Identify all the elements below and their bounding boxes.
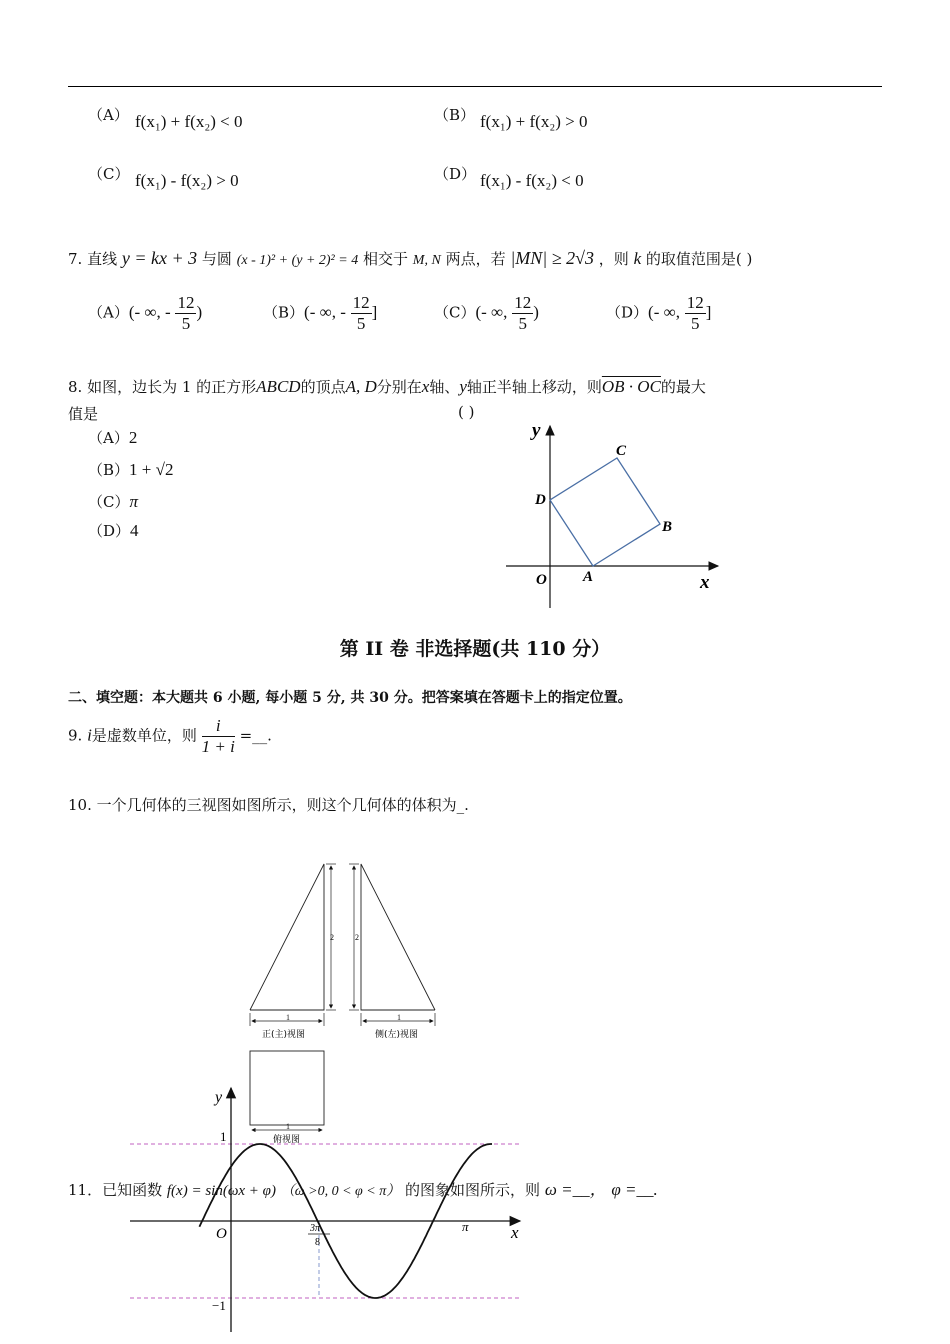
sine-tick-num: 3π — [310, 1223, 321, 1234]
q11-text: 的图象如图所示，则 — [405, 1181, 541, 1199]
sine-x-label: x — [511, 1223, 519, 1242]
q8-square-figure — [500, 418, 730, 613]
header-rule — [68, 86, 882, 87]
q7-option-b — [263, 293, 377, 334]
q8-square-abcd — [550, 458, 660, 566]
q7-option-d-pre: (- ∞, — [648, 302, 680, 322]
q8-abcd: ABCD — [256, 377, 301, 396]
q7-option-b-post: ] — [371, 302, 378, 322]
front-height-label: 2 — [330, 933, 334, 942]
q6-option-a-expr: f(x₁) + f(x₂) < 0 — [135, 112, 243, 131]
sine-neg-one-label: −1 — [212, 1298, 226, 1313]
q7-option-d-num: 12 — [686, 293, 704, 312]
q6-option-c-expr: f(x₁) - f(x₂) > 0 — [135, 171, 239, 190]
q9-text: 是虚数单位，则 — [91, 726, 197, 745]
q7-option-d-label: （D） — [606, 303, 649, 322]
q11-cond: （ω >0, 0 < φ < π） — [280, 1184, 401, 1199]
q7-line-eq: y = kx + 3 — [121, 248, 198, 268]
q7-option-a — [88, 293, 202, 334]
q7-t2: 相交于 — [362, 250, 408, 268]
q8-fig-a-label: A — [583, 569, 594, 585]
q9-prefix: 9. — [68, 726, 83, 745]
q7-option-d-post: ] — [705, 302, 712, 322]
sine-pi-label: π — [462, 1219, 469, 1234]
q8-text1: 8. 如图，边长为 1 的正方形 — [68, 378, 257, 396]
q7-condition: |MN| ≥ 2√3 — [510, 248, 595, 268]
q8-option-c — [88, 491, 138, 512]
side-view — [349, 864, 435, 1026]
q8-option-b — [88, 459, 173, 480]
q8-fig-x-label: x — [700, 572, 710, 593]
q7-t5: 的取值范围是( ) — [645, 250, 753, 268]
front-width-label: 1 — [286, 1013, 290, 1022]
q8-option-d — [88, 520, 139, 541]
front-view — [250, 864, 336, 1026]
q6-option-c-label: （C） — [88, 165, 130, 183]
q8-option-b-label: （B） — [88, 461, 130, 479]
q8-ad: A, D — [345, 377, 377, 396]
q7-option-a-post: ) — [196, 302, 203, 322]
q9-suffix: =__. — [239, 726, 272, 745]
q7-option-d-frac — [685, 293, 706, 334]
q8-fig-c-label: C — [616, 443, 627, 459]
q8-fig-d-label: D — [535, 492, 546, 508]
section-title: 第 II 卷 非选择题(共 110 分） — [339, 638, 611, 660]
q8-fig-y-label: y — [532, 420, 541, 441]
q7-prefix: 7. 直线 — [68, 250, 118, 268]
q11-omega: ω =__， — [544, 1180, 607, 1199]
sine-tick-den: 8 — [315, 1237, 320, 1248]
q6-option-b-label: （B） — [434, 106, 476, 124]
q11-func: f(x) = sin(ωx + φ) — [166, 1183, 276, 1199]
section2-heading: 二、填空题：本大题共 6 小题, 每小题 5 分, 共 30 分。把答案填在答题卡上的指定位置。 — [68, 690, 632, 706]
q7-option-c-label: （C） — [434, 303, 476, 322]
q7-option-c-den: 5 — [518, 314, 527, 333]
q7-option-c — [434, 293, 539, 334]
q8-text2: 的顶点 — [300, 378, 346, 396]
top-view-caption: 俯视图 — [273, 1135, 301, 1145]
sine-y-label: y — [215, 1089, 223, 1106]
q7-option-c-frac — [512, 293, 533, 334]
q7-k: k — [633, 249, 642, 268]
q7-option-d-den: 5 — [691, 314, 700, 333]
q9-den: 1 + i — [201, 737, 235, 756]
q6-option-a-label: （A） — [88, 106, 129, 124]
q7-option-a-frac — [175, 293, 196, 334]
q7-option-a-pre: (- ∞, - — [128, 302, 171, 322]
side-width-label: 1 — [397, 1013, 401, 1022]
q7-t3: 两点，若 — [445, 250, 506, 268]
q7-t1: 与圆 — [201, 250, 232, 268]
q8-stem — [68, 376, 706, 397]
q11-phi: φ =__. — [611, 1180, 658, 1199]
q8-text5: 轴正半轴上移动，则 — [466, 378, 602, 396]
q10-text: 10. 一个几何体的三视图如图所示，则这个几何体的体积为_. — [68, 796, 469, 814]
q7-option-b-label: （B） — [263, 303, 305, 322]
q7-option-a-den: 5 — [181, 314, 191, 333]
q7-option-a-num: 12 — [177, 293, 195, 312]
q11 — [68, 1175, 658, 1200]
q8-option-d-value: 4 — [130, 521, 139, 540]
q8-option-a-label: （A） — [88, 429, 129, 447]
q8-option-c-value: π — [129, 492, 139, 511]
q8-paren: ( ) — [458, 403, 475, 421]
q7-option-c-pre: (- ∞, — [475, 302, 508, 322]
q8-fig-o-label: O — [536, 572, 547, 588]
q8-text6: 的最大 — [660, 378, 706, 396]
q9 — [68, 716, 272, 757]
q7-stem — [68, 248, 752, 269]
q8-fig-b-label: B — [662, 519, 673, 535]
sine-one-label: 1 — [220, 1129, 227, 1144]
q11-prefix: 11．已知函数 — [68, 1181, 163, 1199]
q8-text4: 轴、 — [429, 378, 460, 396]
top-width-label: 1 — [286, 1122, 290, 1131]
q6-option-d-label: （D） — [434, 165, 477, 183]
q7-t4: ，则 — [598, 250, 629, 268]
q8-option-a — [88, 427, 137, 448]
sine-origin-label: O — [216, 1226, 227, 1242]
q8-option-d-label: （D） — [88, 522, 131, 540]
q8-option-b-value: 1 + √2 — [129, 460, 174, 479]
q7-option-b-num: 12 — [352, 293, 370, 312]
front-view-caption: 正(主)视图 — [262, 1030, 306, 1040]
q7-option-b-den: 5 — [356, 314, 366, 333]
q7-circle-eq: (x - 1)² + (y + 2)² = 4 — [236, 253, 359, 268]
q8-text3: 分别在 — [376, 378, 422, 396]
q6-option-b-expr: f(x₁) + f(x₂) > 0 — [480, 112, 588, 131]
q8-xvar: x — [421, 377, 430, 396]
q7-option-a-label: （A） — [88, 303, 129, 322]
q7-option-c-post: ) — [533, 302, 539, 322]
q9-i: i — [87, 725, 92, 745]
side-view-caption: 侧(左)视图 — [375, 1030, 419, 1040]
q9-num: i — [202, 716, 235, 737]
q7-option-c-num: 12 — [514, 293, 532, 312]
q7-points: M, N — [412, 253, 441, 268]
q8-option-a-value: 2 — [128, 428, 138, 447]
q7-option-d — [606, 293, 711, 334]
q7-option-b-frac — [351, 293, 372, 334]
q6-option-d-expr: f(x₁) - f(x₂) < 0 — [480, 171, 584, 190]
q8-vector-product: OB · OC — [601, 377, 661, 396]
q7-option-b-pre: (- ∞, - — [304, 302, 346, 322]
sine-graph — [120, 1080, 540, 1338]
side-height-label: 2 — [355, 933, 359, 942]
q9-frac — [202, 716, 235, 757]
q8-yvar: y — [459, 377, 467, 396]
q8-option-c-label: （C） — [88, 493, 130, 511]
q8-line2: 值是 — [68, 405, 99, 423]
